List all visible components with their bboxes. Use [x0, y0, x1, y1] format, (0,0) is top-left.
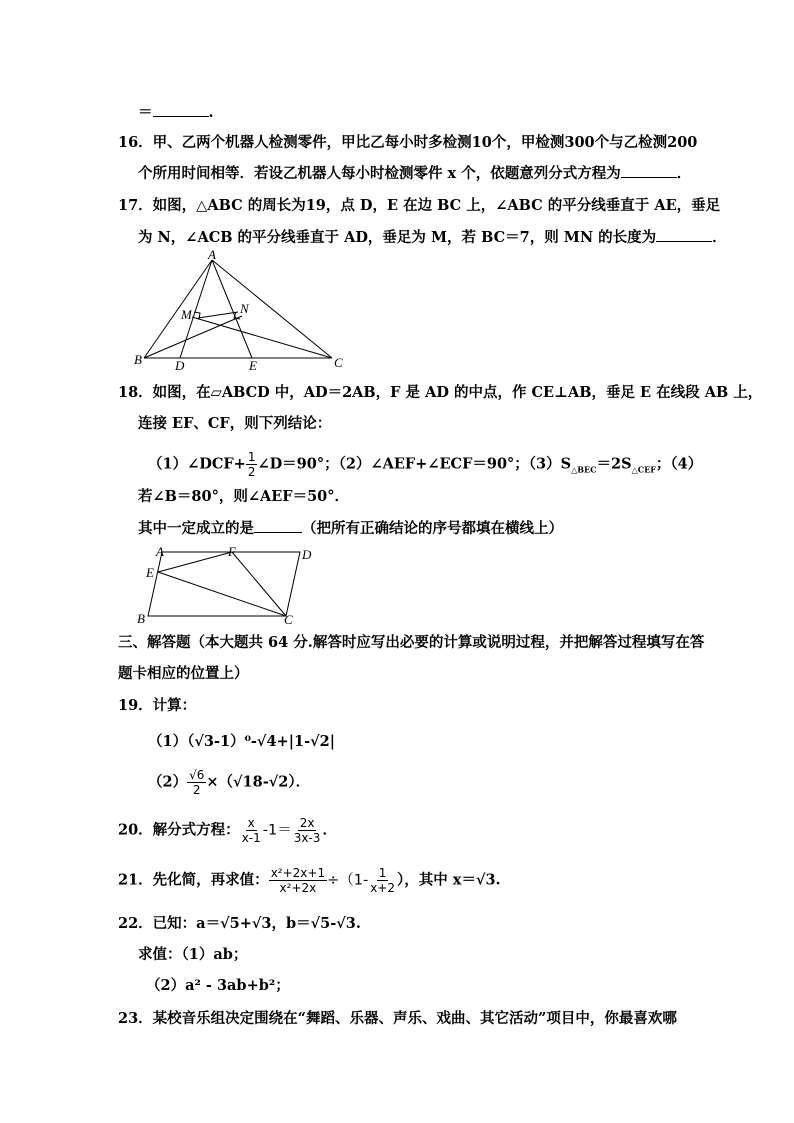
frac-num: 1: [247, 450, 256, 464]
label-M: M: [181, 307, 192, 322]
frac-num: √6: [189, 768, 205, 782]
label-C: C: [334, 355, 343, 370]
frac-den: x+2: [370, 881, 395, 895]
q20: [118, 816, 337, 845]
q22-line2: 求值：（1）ab；: [138, 946, 248, 963]
q20-label: 20．解分式方程：: [118, 821, 240, 839]
q22-line3: （2）a² - 3ab+b²；: [146, 977, 290, 994]
label-A: A: [156, 544, 164, 559]
q18-sub1: △BEC: [571, 464, 597, 475]
q18-parallelogram-figure: [134, 542, 324, 626]
q19-fraction: [187, 768, 206, 797]
q15-tail: ＝ .: [138, 104, 214, 121]
frac-num: 2x: [299, 816, 315, 830]
q18-conclusions: [148, 450, 702, 479]
q23-line1: 23．某校音乐组决定围绕在“舞蹈、乐器、声乐、戏曲、其它活动”项目中，你最喜欢哪: [118, 1010, 677, 1027]
label-N: N: [240, 301, 249, 316]
q17-line2-text: 为 N，∠ACB 的平分线垂直于 AD，垂足为 M，若 BC＝7，则 MN 的长度为: [138, 229, 657, 246]
q19-p2-label: （2）: [148, 773, 188, 791]
answer-blank: [621, 163, 677, 178]
frac-den: x²+2x: [279, 881, 317, 895]
answer-blank: [656, 227, 712, 242]
q18-line5: [138, 518, 563, 539]
q21: [118, 866, 501, 895]
q18-sub2: △CEF: [631, 464, 656, 475]
frac-den: 2: [192, 783, 201, 797]
q20-mid: -1＝: [262, 822, 292, 839]
q21-fraction-2: [368, 866, 397, 895]
q18-c3end: ；（4）: [655, 455, 703, 473]
q18-c1a: （1）∠DCF+: [148, 455, 246, 473]
q20-end: ．: [322, 821, 337, 839]
q19-title: 19．计算：: [118, 697, 197, 714]
frac-den: x-1: [241, 831, 261, 845]
frac-den: 3x-3: [293, 831, 321, 845]
label-F: F: [228, 544, 236, 559]
q19-part1: （1）（√3-1）⁰-√4+|1-√2|: [148, 733, 335, 750]
q20-fraction-1: [240, 816, 263, 845]
label-E: E: [249, 358, 257, 373]
label-A: A: [208, 250, 216, 262]
frac-den: 2: [247, 465, 256, 479]
half-fraction: [246, 450, 258, 479]
frac-num: 1: [378, 866, 387, 880]
frac-num: x: [247, 816, 255, 830]
q16-line1: 16．甲、乙两个机器人检测零件，甲比乙每小时多检测10个，甲检测300个与乙检测200: [118, 134, 698, 151]
q21-label: 21．先化简，再求值：: [118, 871, 269, 889]
q18-line4: 若∠B＝80°，则∠AEF＝50°．: [138, 488, 350, 505]
q21-op: ÷（1-: [327, 872, 369, 889]
answer-blank: [153, 102, 209, 117]
q16-end: ．: [676, 165, 692, 182]
label-D: D: [302, 547, 312, 562]
q16-line2-text: 个所用时间相等．若设乙机器人每小时检测零件 x 个，依题意列分式方程为: [138, 165, 621, 182]
label-B: B: [137, 611, 145, 626]
q17-triangle-figure: [132, 250, 352, 375]
label-C: C: [284, 612, 293, 626]
q18-line5b: （把所有正确结论的序号都填在横线上）: [302, 520, 563, 537]
label-E: E: [146, 565, 154, 580]
q16-line2: [138, 163, 691, 184]
q18-line2: 连接 EF、CF，则下列结论：: [138, 415, 332, 432]
q15-equals: ＝: [138, 104, 153, 121]
q21-fraction-1: [269, 866, 327, 895]
label-B: B: [134, 352, 142, 367]
frac-num: x²+2x+1: [270, 866, 326, 880]
q17-line2: [138, 227, 727, 248]
q17-line1: 17．如图，△ABC 的周长为19，点 D，E 在边 BC 上，∠ABC 的平分线垂直于 AE，垂足: [118, 197, 721, 214]
section3-line1: 三、解答题（本大题共 64 分.解答时应写出必要的计算或说明过程，并把解答过程填写在答: [118, 634, 705, 651]
q21-end: ），其中 x＝√3.: [397, 871, 501, 889]
q22-line1: 22．已知：a＝√5+√3，b＝√5-√3.: [118, 915, 361, 932]
q18-line1: 18．如图，在▱ABCD 中，AD＝2AB，F 是 AD 的中点，作 CE⊥AB，垂足 E 在线段 AB 上，: [118, 384, 763, 401]
q18-c3mid: ＝2S: [596, 455, 632, 473]
q19-p2-rest: ×（√18-√2）．: [206, 773, 311, 791]
q18-line5a: 其中一定成立的是: [138, 520, 254, 537]
q19-part2: [148, 768, 310, 797]
q20-fraction-2: [292, 816, 323, 845]
answer-blank: [254, 518, 302, 533]
q18-c1b: ∠D＝90°；（2）∠AEF+∠ECF＝90°；（3）S: [257, 455, 572, 473]
label-D: D: [175, 358, 185, 373]
section3-line2: 题卡相应的位置上）: [118, 665, 249, 682]
q17-end: ．: [712, 229, 727, 246]
